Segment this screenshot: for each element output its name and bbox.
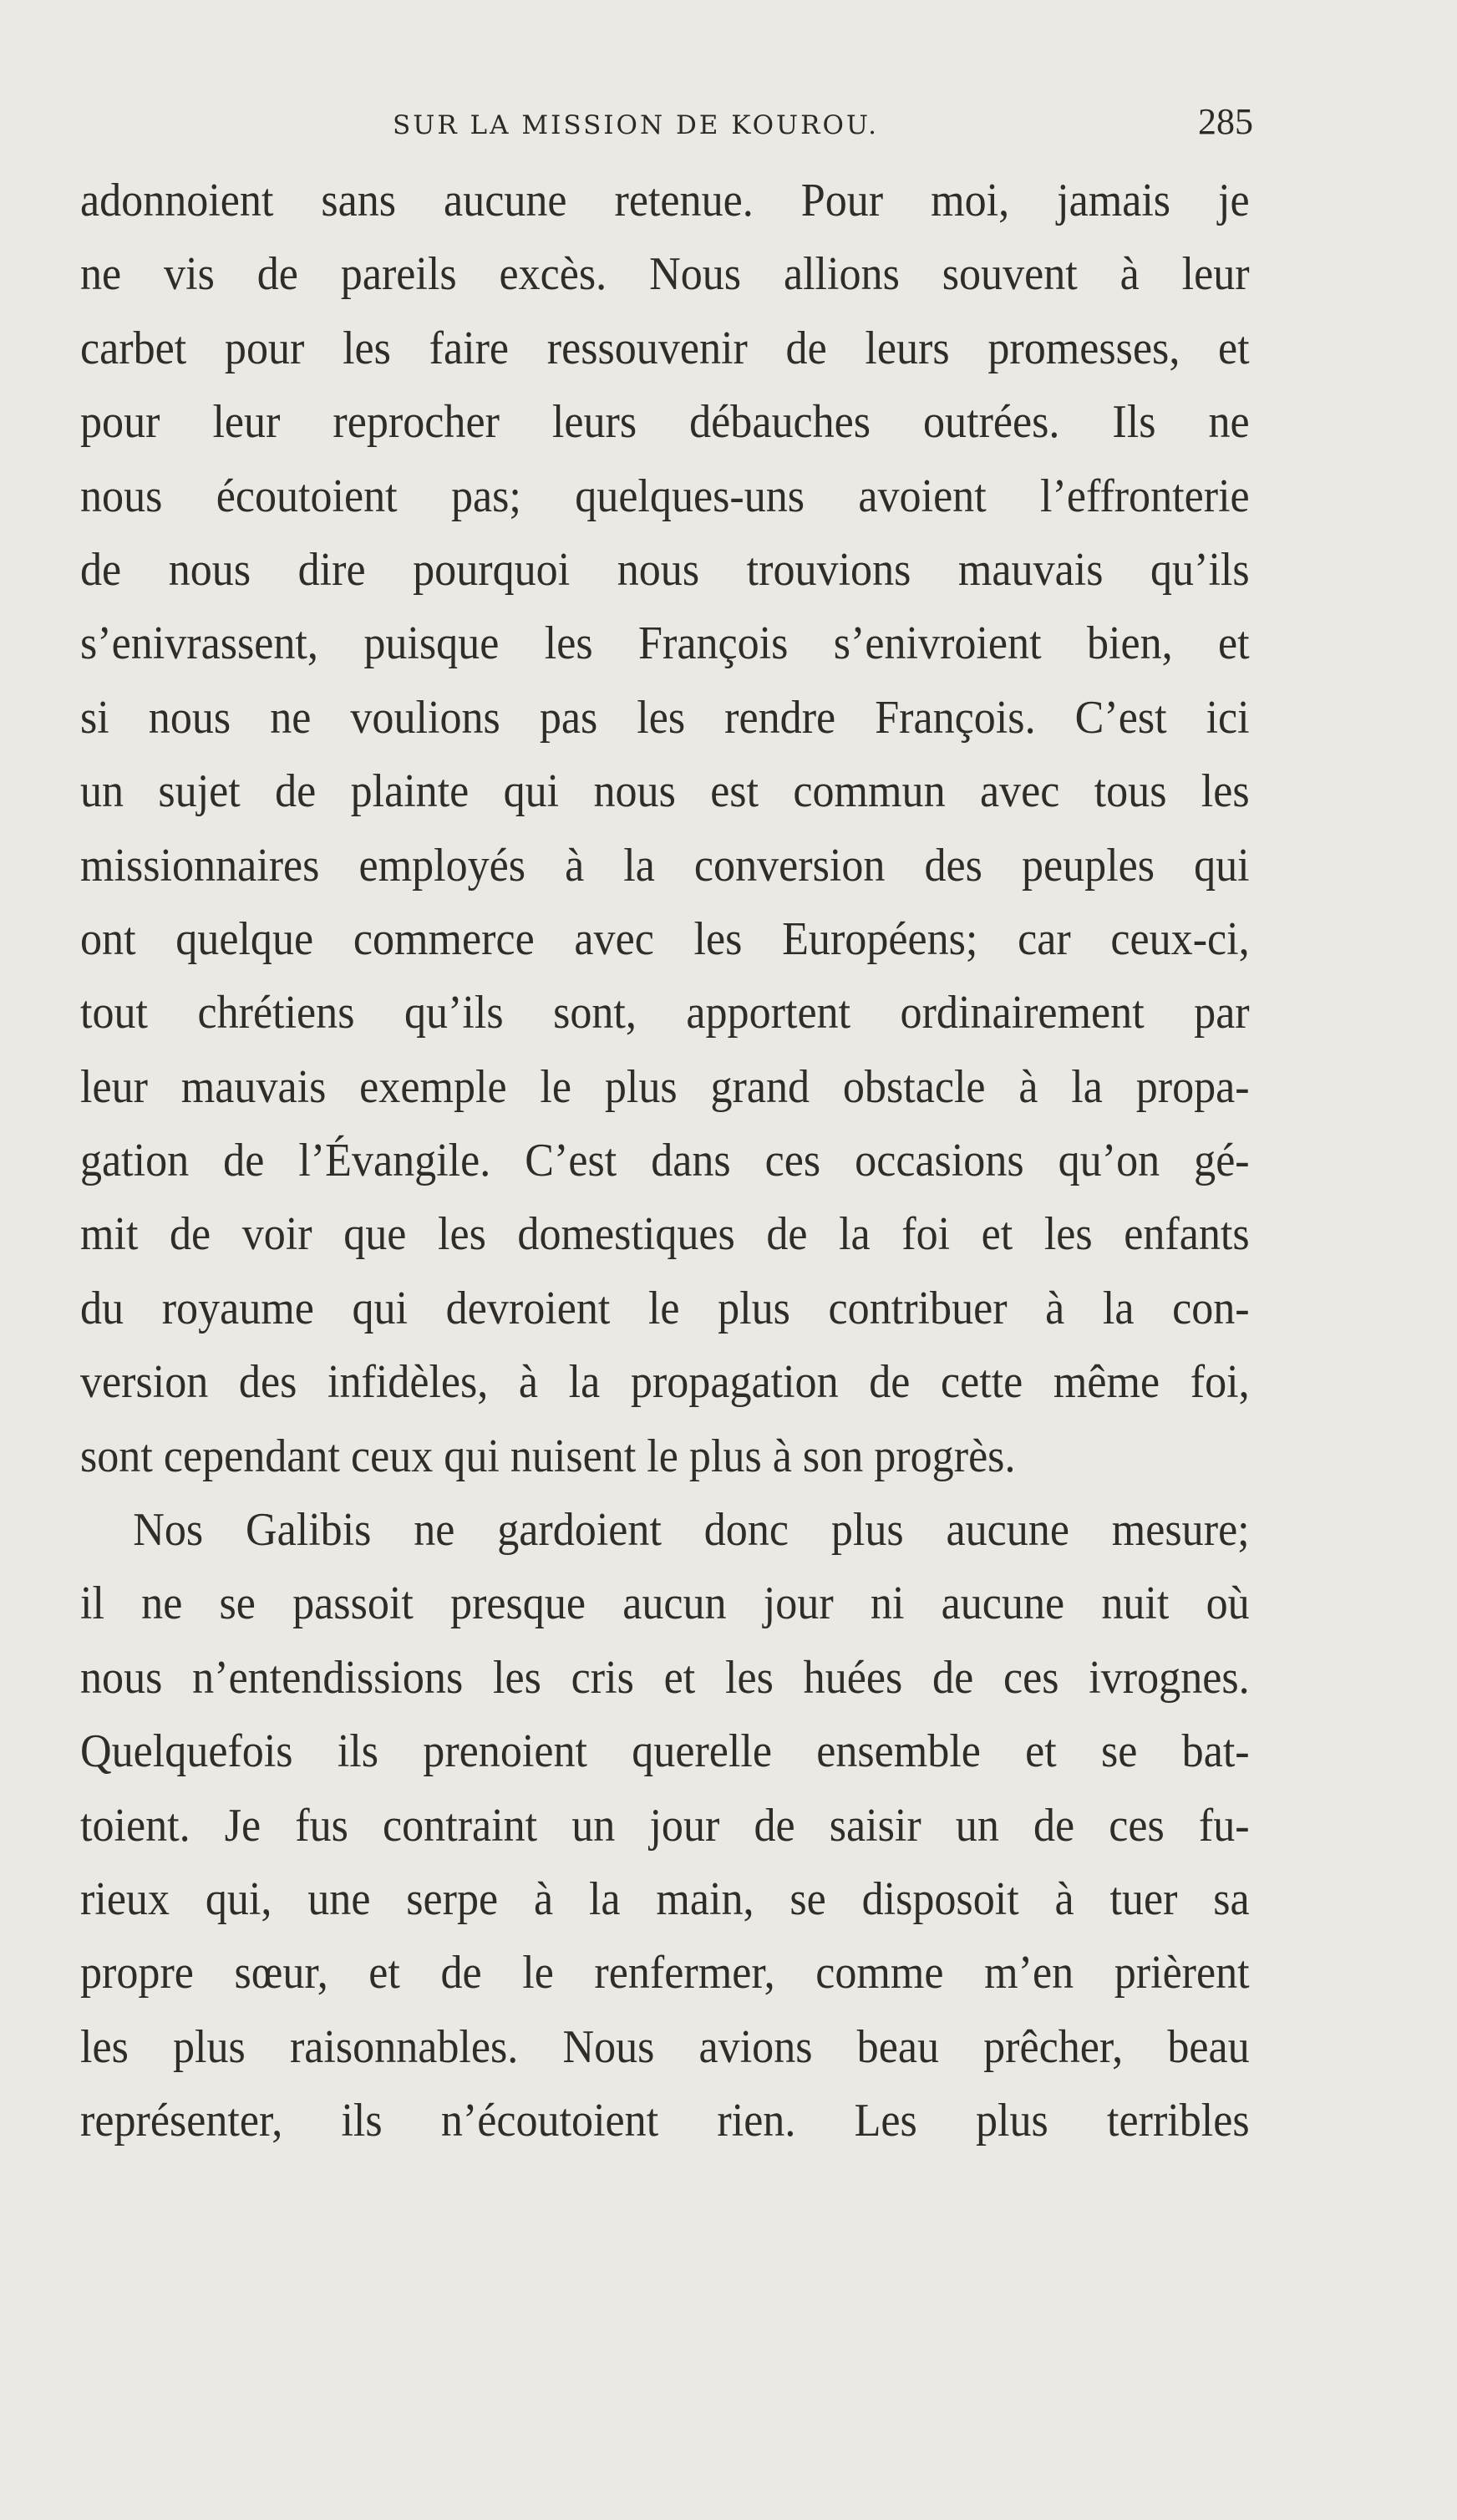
text-line: les plus raisonnables. Nous avions beau prêcher, beau [80, 2020, 1250, 2073]
body-text [80, 164, 1250, 2158]
text-line: mit de voir que les domestiques de la foi et les enfants [80, 1208, 1250, 1261]
paragraph-start-line: Nos Galibis ne gardoient donc plus aucune mesure; [133, 1504, 1250, 1557]
running-title: SUR LA MISSION DE KOUROU. [393, 110, 880, 140]
text-line: si nous ne voulions pas les rendre François. C’est ici [80, 691, 1250, 744]
paragraph-end-line: sont cependant ceux qui nuisent le plus à son progrès. [80, 1430, 1016, 1482]
text-line: gation de l’Évangile. C’est dans ces occasions qu’on gé- [80, 1135, 1250, 1187]
text-line: toient. Je fus contraint un jour de saisir un de ces fu- [80, 1799, 1250, 1852]
text-line: tout chrétiens qu’ils sont, apportent ordinairement par [80, 987, 1250, 1039]
text-line: de nous dire pourquoi nous trouvions mauvais qu’ils [80, 543, 1250, 596]
text-line: s’enivrassent, puisque les François s’enivroient bien, et [80, 617, 1250, 670]
text-line: du royaume qui devroient le plus contribuer à la con- [80, 1282, 1250, 1334]
text-line: Quelquefois ils prenoient querelle ensemble et se bat- [80, 1725, 1250, 1778]
text-line: adonnoient sans aucune retenue. Pour moi, jamais je [80, 175, 1250, 226]
text-line: missionnaires employés à la conversion des peuples qui [80, 839, 1250, 892]
text-line: un sujet de plainte qui nous est commun avec tous les [80, 765, 1250, 818]
text-line: leur mauvais exemple le plus grand obstacle à la propa- [80, 1060, 1250, 1113]
text-line: nous n’entendissions les cris et les huées de ces ivrognes. [80, 1651, 1250, 1704]
text-line: rieux qui, une serpe à la main, se disposoit à tuer sa [80, 1872, 1250, 1925]
text-line: propre sœur, et de le renfermer, comme m’en prièrent [80, 1947, 1250, 1999]
text-line: représenter, ils n’écoutoient rien. Les plus terribles [80, 2095, 1250, 2147]
text-line: il ne se passoit presque aucun jour ni aucune nuit où [80, 1578, 1250, 1630]
text-line: version des infidèles, à la propagation de cette même foi, [80, 1356, 1250, 1409]
text-line: ne vis de pareils excès. Nous allions souvent à leur [80, 248, 1250, 301]
page-number: 285 [1198, 101, 1253, 142]
text-line: carbet pour les faire ressouvenir de leurs promesses, et [80, 322, 1250, 374]
text-line: nous écoutoient pas; quelques-uns avoient l’effronterie [80, 470, 1250, 522]
text-line: pour leur reprocher leurs débauches outrées. Ils ne [80, 396, 1250, 449]
text-line: ont quelque commerce avec les Européens; car ceux-ci, [80, 912, 1250, 965]
running-head [393, 99, 1253, 157]
